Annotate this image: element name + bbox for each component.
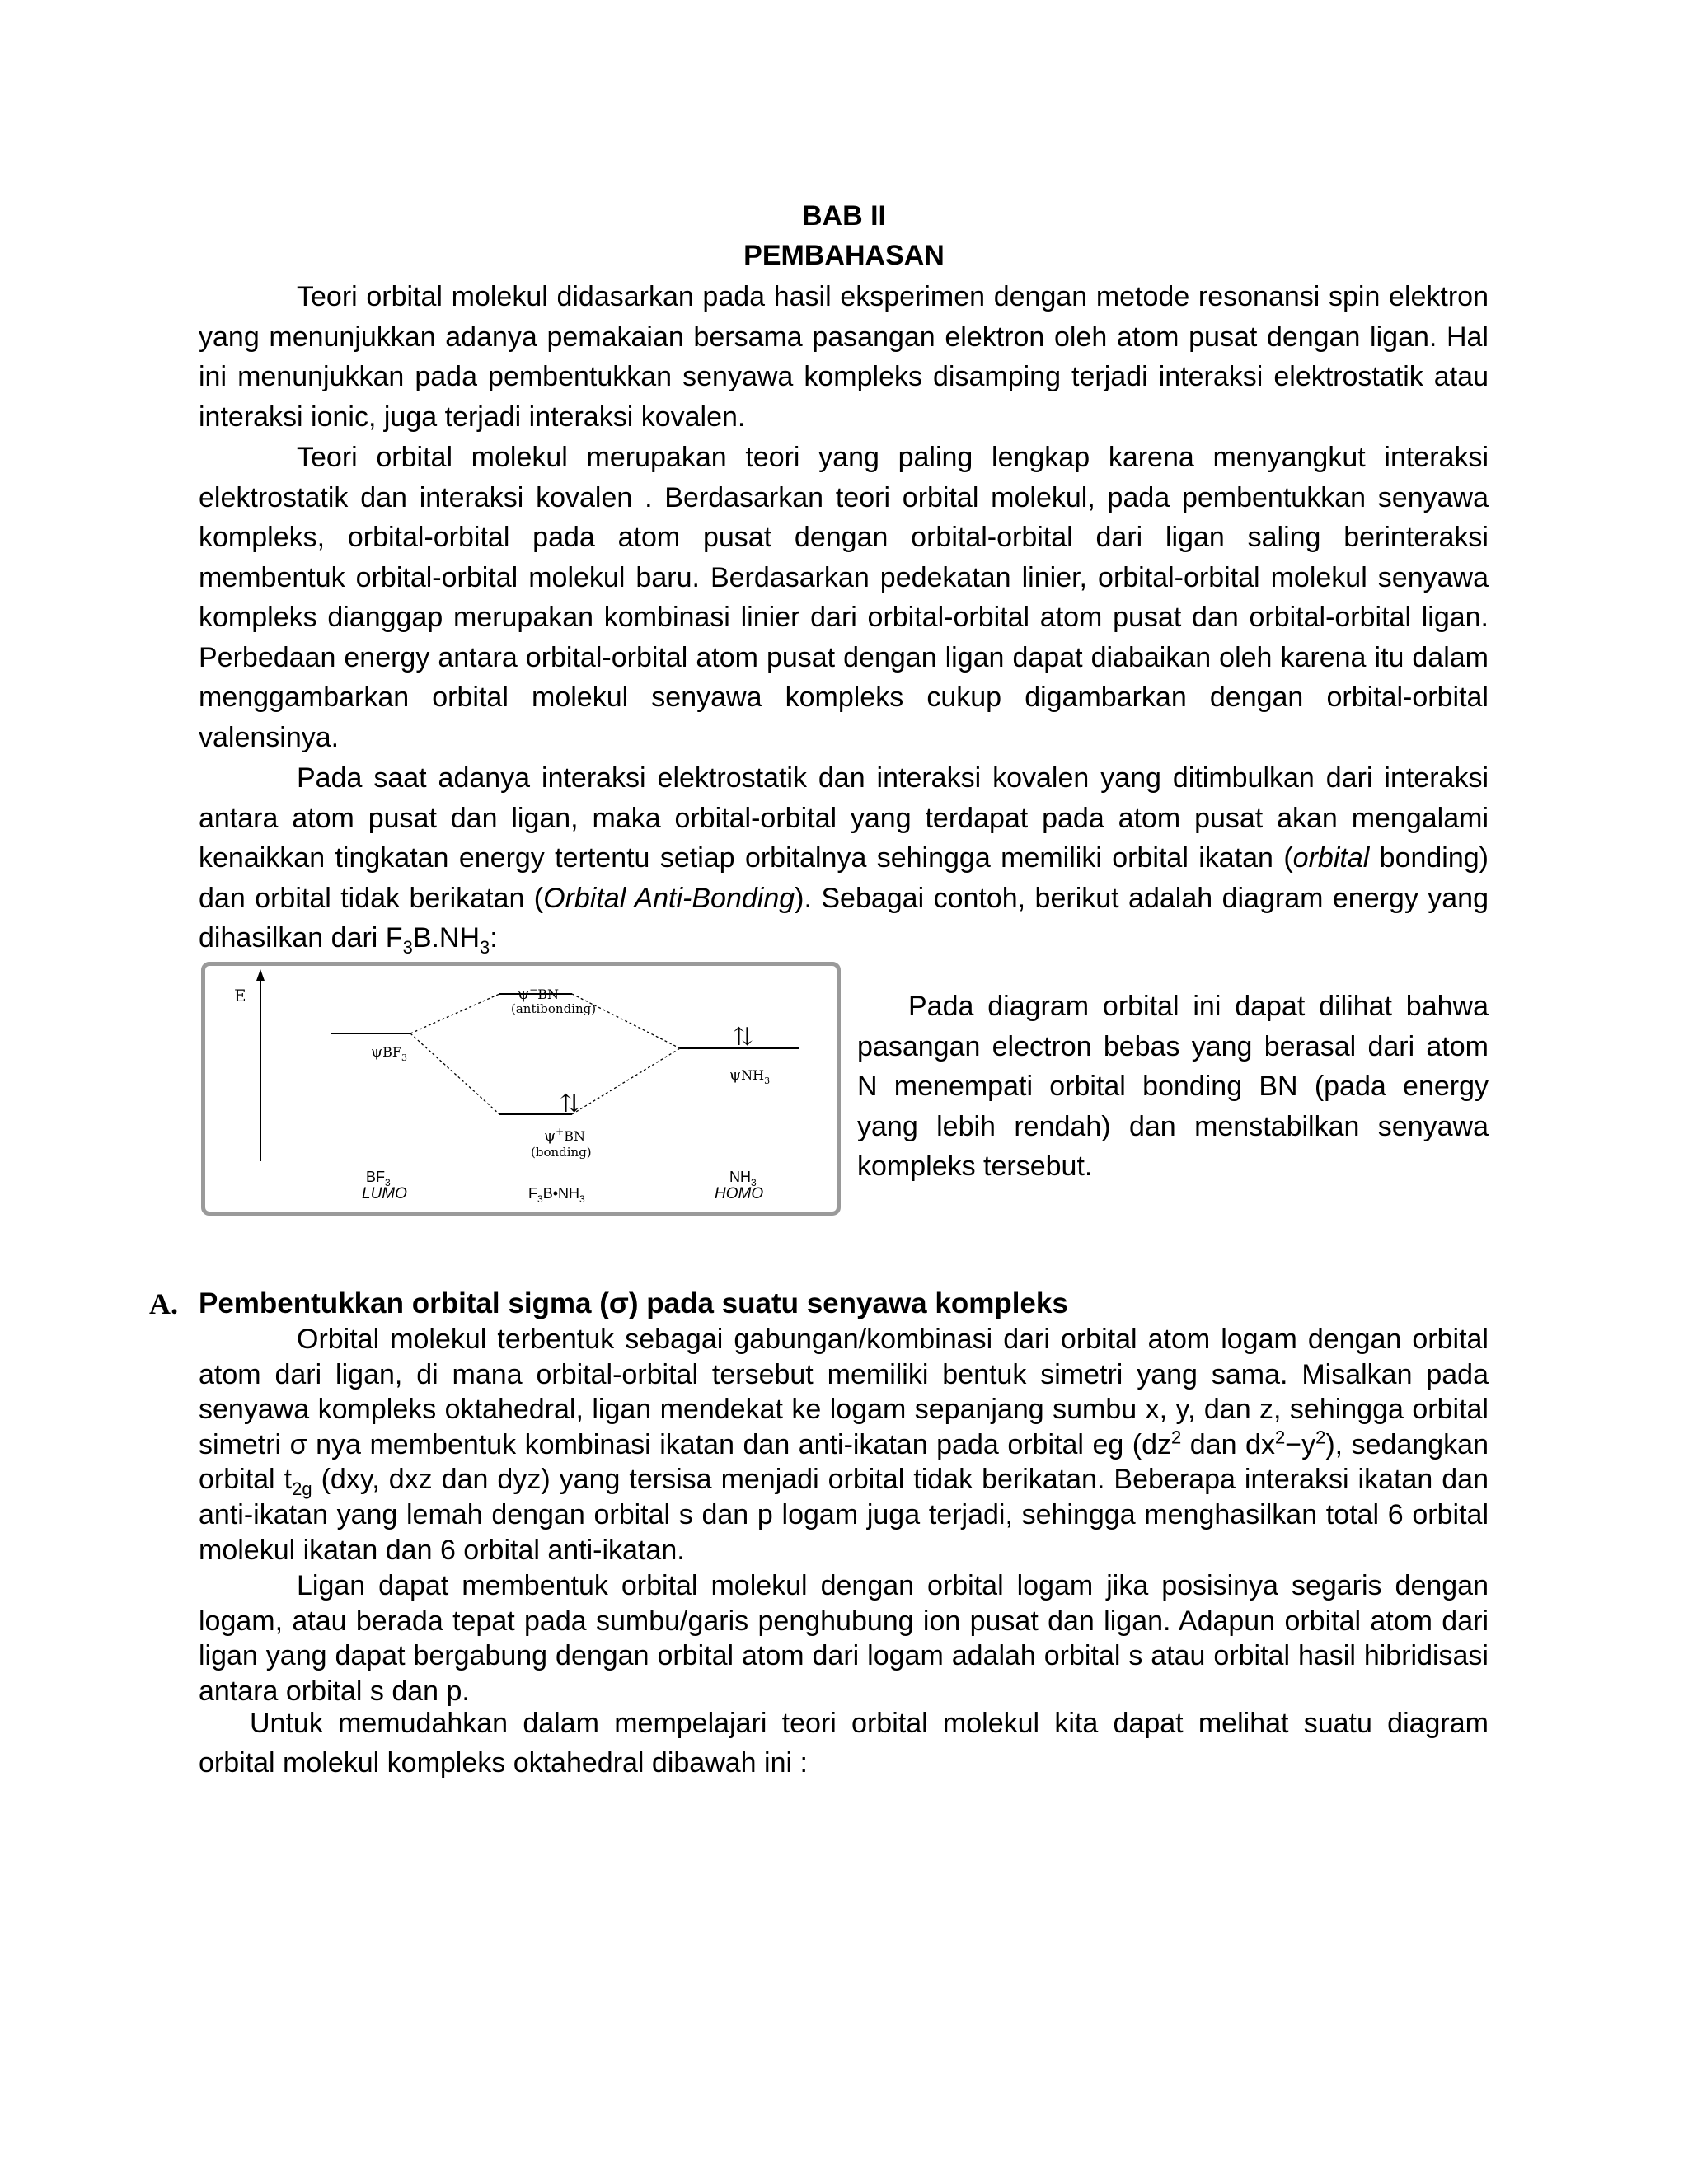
section-a-paragraph-3: Untuk memudahkan dalam mempelajari teori orbital molekul kita dapat melihat suatu diagram orbital molekul kompleks oktahedral dibawah ini :: [199, 1708, 1489, 1779]
nh3-label: $NH_3$: [729, 1169, 757, 1188]
bf3-label: $BF_3$: [366, 1169, 391, 1188]
intro-paragraph-2: Teori orbital molekul merupakan teori yang paling lengkap karena menyangkut interaksi elektrostatik dan interaksi kovalen . Berdasarkan teori orbital molekul, pada pembentukkan senyawa kompleks, orbital-orbital pada atom pusat dengan orbital-orbital dari ligan saling berinteraksi membentuk orbital-orbital molekul baru. Berdasarkan pedekatan linier, orbital-orbital molekul senyawa kompleks dianggap merupakan kombinasi linier dari orbital-orbital atom pusat dan orbital-orbital ligan. Perbedaan energy antara orbital-orbital atom pusat dengan ligan dapat diabaikan oleh karena itu dalam menggambarkan orbital molekul senyawa kompleks cukup digambarkan dengan orbital-orbital valensinya.: [199, 442, 1489, 753]
intro-paragraph-1: Teori orbital molekul didasarkan pada hasil eksperimen dengan metode resonansi spin elektron yang menunjukkan adanya pemakaian bersama pasangan elektron oleh atom pusat dengan ligan. Hal ini menunjukkan pada pembentukkan senyawa kompleks disamping terjadi interaksi elektrostatik atau interaksi ionic, juga terjadi interaksi kovalen.: [199, 281, 1489, 433]
bonding-note: (bonding): [531, 1145, 592, 1160]
chapter-title: PEMBAHASAN: [743, 240, 945, 271]
antibonding-psi-label: ψ−BN: [518, 984, 559, 1003]
bonding-psi-label: ψ+BN: [544, 1126, 585, 1145]
lumo-caption: LUMO: [362, 1185, 407, 1202]
section-a-paragraph-1: Orbital molekul terbentuk sebagai gabungan/kombinasi dari orbital atom logam dengan orbital atom dari ligan, di mana orbital-orbital tersebut memiliki bentuk simetri yang sama. Misalkan pada senyawa kompleks oktahedral, ligan mendekat ke logam sepanjang sumbu x, y, dan z, sehingga orbital simetri σ nya membentuk kombinasi ikatan dan anti-ikatan pada orbital eg ($dz^2$ dan $dx^2-y^2$), sedangkan orbital $t_{2g}$ (dxy, dxz dan dyz) yang tersisa menjadi orbital tidak berikatan. Beberapa interaksi ikatan dan anti-ikatan yang lemah dengan orbital s dan p logam juga terjadi, sehingga menghasilkan total 6 orbital molekul ikatan dan 6 orbital anti-ikatan.: [199, 1324, 1489, 1566]
bf3-psi-label: ψBF$_3$: [371, 1043, 407, 1063]
antibonding-note: (antibonding): [511, 1001, 597, 1016]
mo-energy-diagram: [201, 962, 841, 1216]
homo-caption: HOMO: [715, 1185, 764, 1202]
diagram-explanation: Pada diagram orbital ini dapat dilihat bahwa pasangan electron bebas yang berasal dari atom N menempati orbital bonding BN (pada energy yang lebih rendah) dan menstabilkan senyawa kompleks tersebut.: [857, 991, 1489, 1182]
section-a-paragraph-2: Ligan dapat membentuk orbital molekul dengan orbital logam jika posisinya segaris dengan logam, atau berada tepat pada sumbu/garis penghubung ion pusat dan ligan. Adapun orbital atom dari ligan yang dapat bergabung dengan orbital atom dari logam adalah orbital s atau orbital hasil hibridisasi antara orbital s dan p.: [199, 1570, 1489, 1707]
section-heading: Pembentukkan orbital sigma (σ) pada suatu senyawa kompleks: [199, 1287, 1068, 1319]
f3b-nh3-label: $F_3B•NH_3$: [528, 1185, 585, 1205]
nh3-psi-label: ψNH$_3$: [729, 1066, 771, 1086]
bonding-electron-pair-icon: ⇅: [560, 1090, 581, 1118]
nh3-electron-pair-icon: ⇅: [733, 1023, 754, 1052]
intro-paragraph-3: Pada saat adanya interaksi elektrostatik dan interaksi kovalen yang ditimbulkan dari interaksi antara atom pusat dan ligan, maka orbital-orbital yang terdapat pada atom pusat akan mengalami kenaikkan tingkatan energy tertentu setiap orbitalnya sehingga memiliki orbital ikatan (orbital bonding) dan orbital tidak berikatan (Orbital Anti-Bonding). Sebagai contoh, berikut adalah diagram energy yang dihasilkan dari $F_3B.NH_3$:: [199, 762, 1489, 958]
chapter-number: BAB II: [802, 200, 886, 232]
energy-axis-label: E: [234, 986, 246, 1005]
section-number: A.: [149, 1287, 178, 1320]
energy-axis-arrow-icon: [256, 969, 265, 981]
